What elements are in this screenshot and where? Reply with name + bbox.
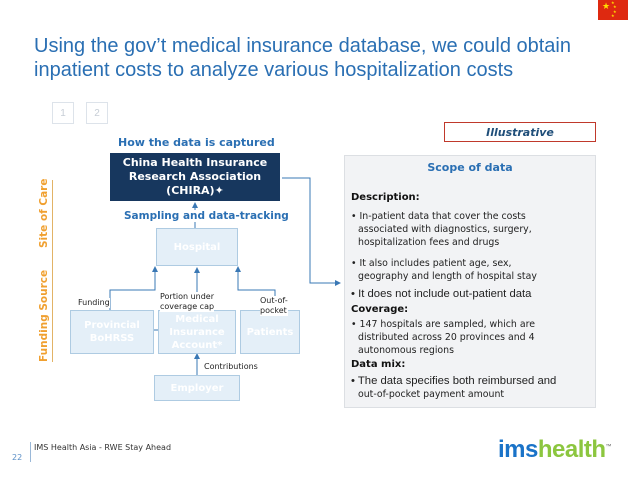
description-bullet-3 xyxy=(351,288,595,301)
desc-b1-l1: • In-patient data that cover the costs xyxy=(351,211,526,222)
oop-line-1: Out-of- xyxy=(260,296,288,305)
cov-l1: • 147 hospitals are sampled, which are xyxy=(351,319,535,330)
footer-text: IMS Health Asia - RWE Stay Ahead xyxy=(34,443,172,452)
medical-line-1: Medical xyxy=(175,313,219,325)
datamix-heading: Data mix: xyxy=(351,359,406,370)
page-title: Using the gov’t medical insurance database, we could obtain inpatient costs to analyze various hospitalization costs xyxy=(34,35,571,81)
logo-tm: ™ xyxy=(605,444,612,450)
chira-box xyxy=(110,153,280,201)
oop-line-2: pocket xyxy=(260,306,287,315)
employer-box xyxy=(154,375,240,401)
description-bullet-2 xyxy=(351,257,595,283)
page-tab-2[interactable]: 2 xyxy=(86,102,108,124)
desc-b1-l3: hospitalization fees and drugs xyxy=(358,237,500,248)
chira-line-1: China Health Insurance xyxy=(122,156,268,169)
datamix-bullet xyxy=(351,374,595,402)
portion-label xyxy=(160,292,214,312)
description-heading: Description: xyxy=(351,192,420,203)
medical-line-3: Account* xyxy=(171,339,223,351)
desc-b1-l2: associated with diagnostics, surgery, xyxy=(358,224,532,235)
mix-l2: out-of-pocket payment amount xyxy=(358,389,505,400)
page-number: 22 xyxy=(12,453,23,462)
logo-part-ims: ims xyxy=(498,436,538,463)
desc-b2-l1: • It also includes patient age, sex, xyxy=(351,258,512,269)
provincial-bohrss-box xyxy=(70,310,154,354)
scope-heading: Scope of data xyxy=(427,161,513,174)
chira-line-3: (CHIRA)✦ xyxy=(166,184,224,197)
sampling-label: Sampling and data-tracking xyxy=(124,210,289,222)
chira-line-2: Research Association xyxy=(128,170,262,183)
china-flag-icon: ★ ★ ★ ★ ★ xyxy=(598,0,628,20)
cov-l3: autonomous regions xyxy=(358,345,454,356)
funding-label: Funding xyxy=(78,298,110,307)
page-tab-1[interactable]: 1 xyxy=(52,102,74,124)
desc-b3-l1: • It does not include out-patient data xyxy=(351,288,532,300)
logo-part-health: health xyxy=(537,436,606,463)
desc-b2-l2: geography and length of hospital stay xyxy=(358,271,537,282)
medical-line-2: Insurance xyxy=(169,326,225,338)
coverage-heading: Coverage: xyxy=(351,304,409,315)
illustrative-badge: Illustrative xyxy=(444,122,596,142)
funding-source-label: Funding Source xyxy=(38,269,50,362)
footer-divider xyxy=(30,442,31,462)
provincial-line-1: Provincial xyxy=(84,320,140,331)
hospital-box xyxy=(156,228,238,266)
coverage-bullet xyxy=(351,318,595,357)
contributions-label: Contributions xyxy=(204,362,258,371)
imshealth-logo xyxy=(498,436,611,464)
out-of-pocket-label xyxy=(260,296,288,316)
site-of-care-label: Site of Care xyxy=(38,178,50,248)
employer-label: Employer xyxy=(170,382,224,394)
patients-label: Patients xyxy=(246,326,294,338)
mix-l1: • The data specifies both reimbursed and xyxy=(351,375,557,387)
description-bullet-1 xyxy=(351,210,595,249)
cov-l2: distributed across 20 provinces and 4 xyxy=(358,332,535,343)
hospital-label: Hospital xyxy=(173,241,221,253)
provincial-line-2: BoHRSS xyxy=(89,333,135,344)
portion-line-1: Portion under xyxy=(160,292,215,301)
medical-insurance-box xyxy=(158,310,236,354)
patients-box xyxy=(240,310,300,354)
portion-line-2: coverage cap xyxy=(160,302,215,311)
capture-heading: How the data is captured xyxy=(118,136,275,149)
